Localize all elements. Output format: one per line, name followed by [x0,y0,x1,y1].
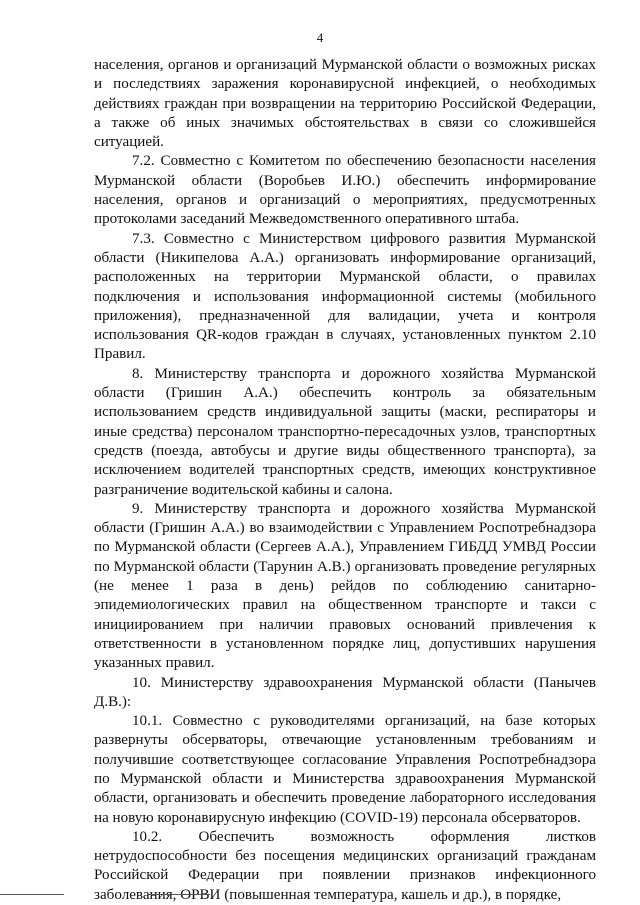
paragraph-7-3: 7.3. Совместно с Министерством цифрового развития Мурманской области (Никипелова А.А.) организовать информирование организаций, расположенных на территории Мурманской области, о правилах подключения и использования информационной системы (мобильного приложения), предназначенной для валидации, учета и контроля использования QR-кодов граждан в случаях, установленных пунктом 2.10 Правил. [94,230,596,363]
document-body [94,56,596,905]
paragraph-9: 9. Министерству транспорта и дорожного хозяйства Мурманской области (Гришин А.А.) во взаимодействии с Управлением Роспотребнадзора по Мурманской области (Сергеев А.А.), Управлением ГИБДД УМВД России по Мурманской области (Тарунин А.В.) организовать проведение регулярных (не менее 1 раза в день) рейдов по соблюдению санитарно-эпидемиологических правил на общественном транспорте и такси с инициированием при наличии правовых оснований привлечения к ответственности в установленном порядке лиц, допустивших нарушения указанных правил. [94,500,596,672]
paragraph-10: 10. Министерству здравоохранения Мурманской области (Панычев Д.В.): [94,674,596,710]
page-number: 4 [316,30,324,45]
paragraph-7-2: 7.2. Совместно с Комитетом по обеспечению безопасности населения Мурманской области (Воробьев И.Ю.) обеспечить информирование населения, органов и организаций о мероприятиях, предусмотренных протоколами заседаний Межведомственного оперативного штаба. [94,153,596,228]
paragraph-continuation: населения, органов и организаций Мурманской области о возможных рисках и последствиях заражения коронавирусной инфекцией, о необходимых действиях граждан при возвращении на территорию Российской Федерации, а также об иных значимых обстоятельствах в связи со сложившейся ситуацией. [94,57,596,151]
footer-rule-middle [148,894,210,895]
paragraph-8: 8. Министерству транспорта и дорожного хозяйства Мурманской области (Гришин А.А.) обеспечить контроль за обязательным использованием средств индивидуальной защиты (маски, респираторы и иные средства) персоналом транспортно-пересадочных узлов, транспортных средств (поезда, автобусы и другие виды общественного транспорта), за исключением водителей транспортных средств, имеющих конструктивное разграничение водительской кабины и салона. [94,365,596,498]
paragraph-10-2: 10.2. Обеспечить возможность оформления листков нетрудоспособности без посещения медицинских организаций гражданам Российской Федерации при появлении признаков инфекционного заболевания, ОРВИ (повышенная температура, кашель и др.), в порядке, [94,828,596,903]
paragraph-10-1: 10.1. Совместно с руководителями организаций, на базе которых развернуты обсерваторы, отвечающие установленным требованиям и получившие соответствующее согласование Управления Роспотребнадзора по Мурманской области и Министерства здравоохранения Мурманской области, организовать и обеспечить проведение лабораторного исследования на новую коронавирусную инфекцию (COVID-19) персонала обсерваторов. [94,713,596,826]
footer-rule-left [0,894,64,895]
